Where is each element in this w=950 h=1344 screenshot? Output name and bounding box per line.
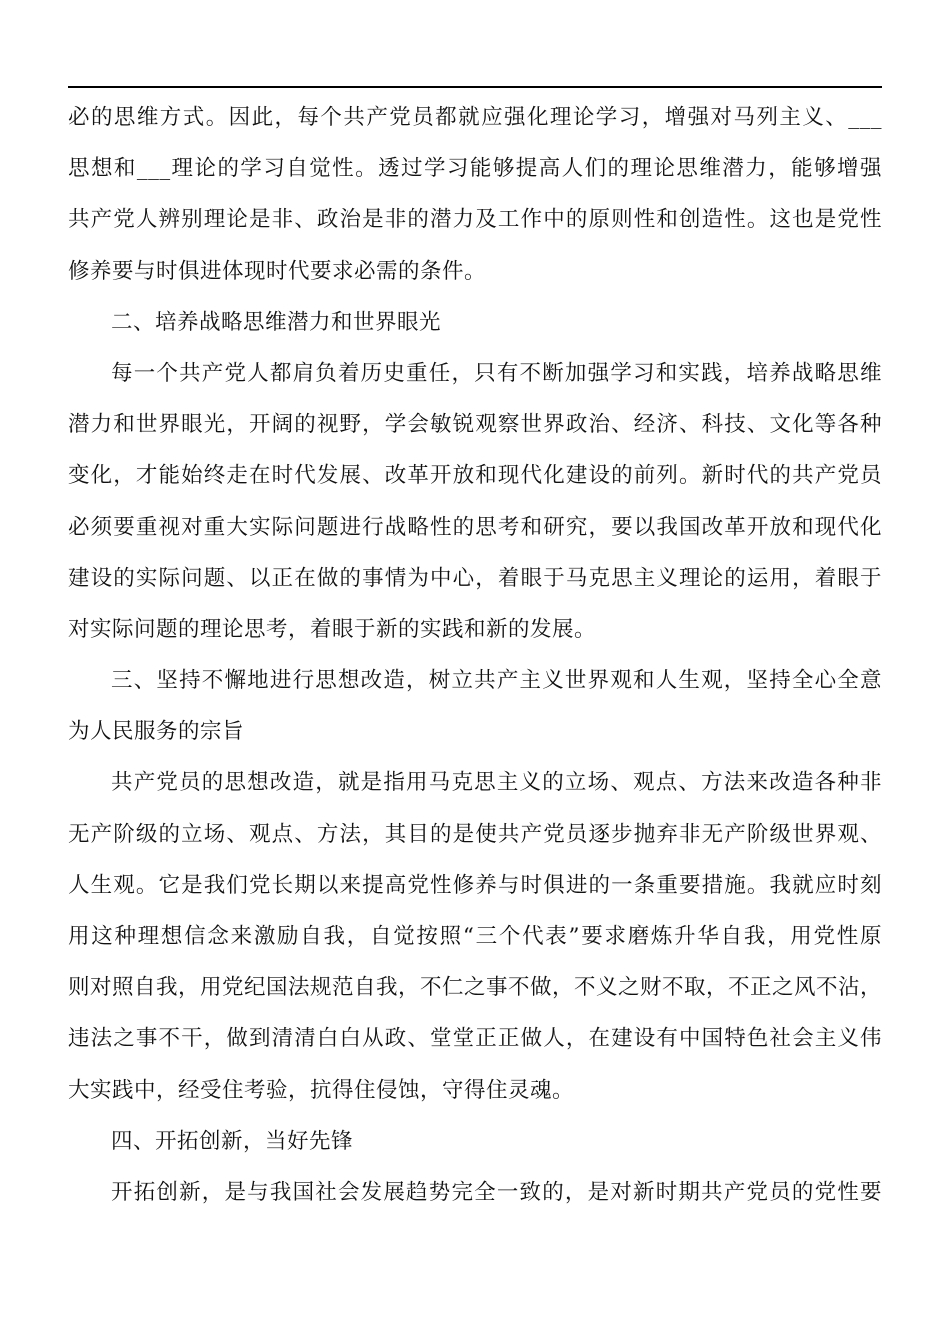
text-line: 用这种理想信念来激励自我，自觉按照“三个代表”要求磨炼升华自我，用党性原 (68, 924, 882, 949)
text-line: 思想和___理论的学习自觉性。透过学习能够提高人们的理论思维潜力，能够增强 (68, 156, 882, 182)
header-rule (68, 86, 882, 88)
text-line: 三、坚持不懈地进行思想改造，树立共产主义世界观和人生观，坚持全心全意 (111, 668, 882, 694)
text-line: 为人民服务的宗旨 (68, 719, 245, 745)
text-line: 每一个共产党人都肩负着历史重任，只有不断加强学习和实践，培养战略思维 (111, 360, 882, 386)
text-line: 开拓创新，是与我国社会发展趋势完全一致的，是对新时期共产党员的党性要 (111, 1179, 882, 1205)
text-line: 变化，才能始终走在时代发展、改革开放和现代化建设的前列。新时代的共产党员 (68, 463, 882, 489)
text-line: 无产阶级的立场、观点、方法，其目的是使共产党员逐步抛弃非无产阶级世界观、 (68, 821, 882, 847)
text-line: 潜力和世界眼光，开阔的视野，学会敏锐观察世界政治、经济、科技、文化等各种 (68, 412, 882, 438)
text-line: 则对照自我，用党纪国法规范自我，不仁之事不做，不义之财不取，不正之风不沾， (68, 975, 882, 1001)
text-line: 对实际问题的理论思考，着眼于新的实践和新的发展。 (68, 616, 597, 642)
text-line: 共产党人辨别理论是非、政治是非的潜力及工作中的原则性和创造性。这也是党性 (68, 207, 882, 233)
text-line: 二、培养战略思维潜力和世界眼光 (111, 309, 442, 335)
text-line: 四、开拓创新，当好先锋 (111, 1128, 354, 1154)
document-body (68, 92, 882, 1218)
text-line: 必须要重视对重大实际问题进行战略性的思考和研究，要以我国改革开放和现代化 (68, 514, 882, 540)
text-line: 共产党员的思想改造，就是指用马克思主义的立场、观点、方法来改造各种非 (111, 770, 882, 796)
text-line: 违法之事不干，做到清清白白从政、堂堂正正做人，在建设有中国特色社会主义伟 (68, 1026, 882, 1052)
text-line: 人生观。它是我们党长期以来提高党性修养与时俱进的一条重要措施。我就应时刻 (68, 872, 882, 898)
text-line: 必的思维方式。因此，每个共产党员都就应强化理论学习，增强对马列主义、___ (68, 105, 882, 130)
text-line: 修养要与时俱进体现时代要求必需的条件。 (68, 258, 487, 284)
text-line: 建设的实际问题、以正在做的事情为中心，着眼于马克思主义理论的运用，着眼于 (68, 565, 882, 591)
text-line: 大实践中，经受住考验，抗得住侵蚀，守得住灵魂。 (68, 1077, 575, 1103)
